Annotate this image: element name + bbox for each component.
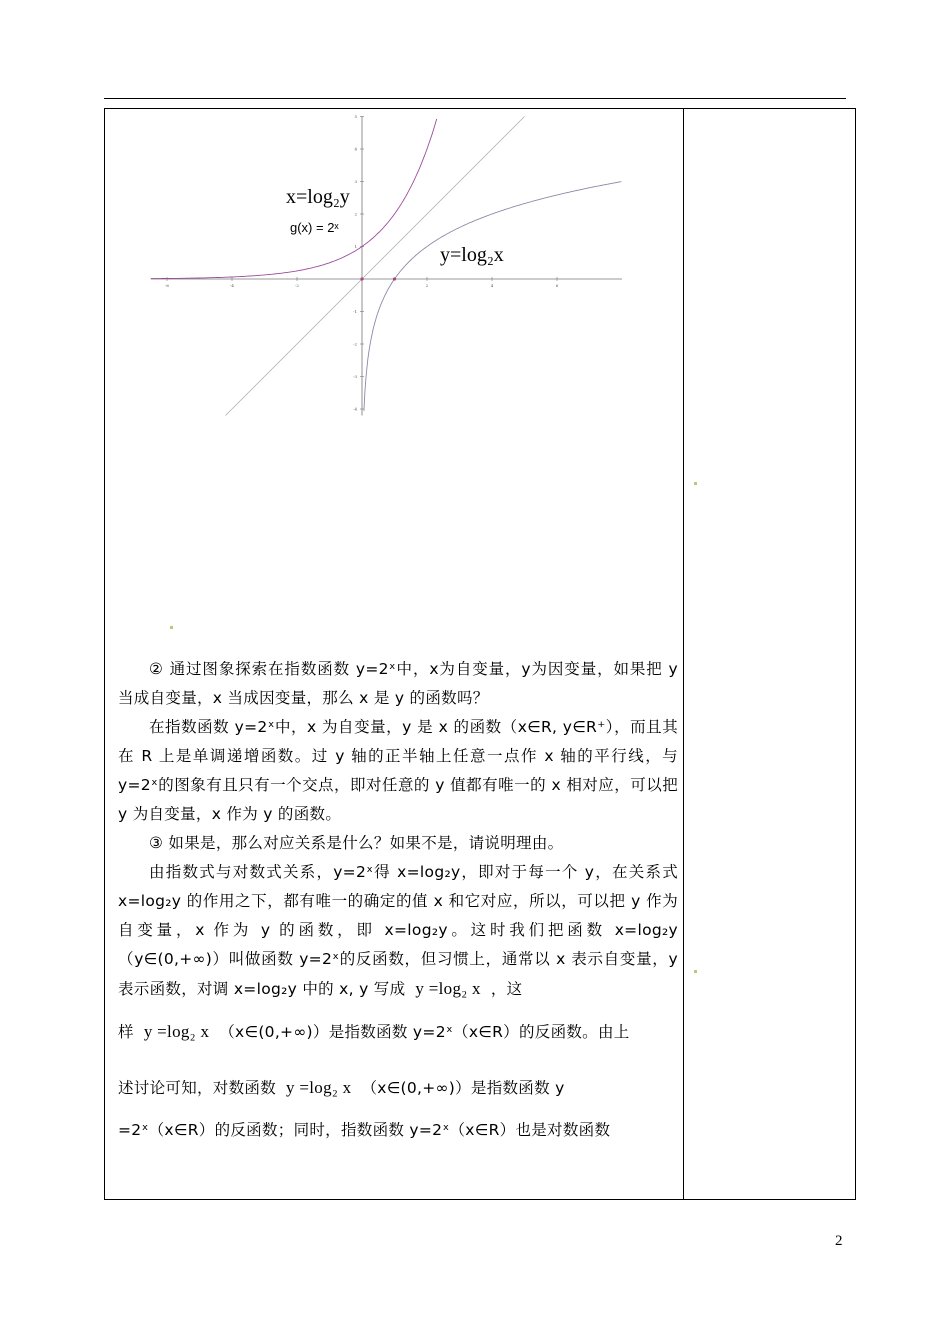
y-tick-label: 2 bbox=[354, 211, 357, 217]
inverse-tail: （x∈(0,+∞)）是指数函数 y=2ˣ（x∈R）的反函数。由上 bbox=[219, 1023, 630, 1041]
formula-log: y =log₂ x bbox=[415, 979, 481, 998]
origin-point bbox=[360, 277, 363, 280]
y-tick-label: 3 bbox=[354, 179, 357, 184]
x-tick-label: 4 bbox=[490, 283, 494, 288]
paragraph-answer-3 bbox=[118, 858, 678, 1004]
y-tick-label: -2 bbox=[353, 341, 357, 347]
y-tick-label: 5 bbox=[354, 114, 357, 119]
paragraph-inverse bbox=[118, 1004, 678, 1060]
table-column-divider bbox=[683, 108, 684, 1200]
conclusion-tail: （x∈(0,+∞)）是指数函数 y bbox=[361, 1079, 565, 1097]
x-tick-label: -2 bbox=[295, 283, 299, 288]
paragraph-final: =2ˣ（x∈R）的反函数；同时，指数函数 y=2ˣ（x∈R）也是对数函数 bbox=[118, 1121, 611, 1139]
stray-mark bbox=[170, 626, 173, 629]
y-tick-label: -1 bbox=[353, 309, 357, 314]
explanation-text bbox=[118, 655, 678, 1145]
y-tick-label: -3 bbox=[353, 374, 357, 379]
y-tick-label: 4 bbox=[354, 146, 357, 152]
formula-log: y =log₂ x bbox=[286, 1078, 352, 1097]
paragraph-answer-2: 在指数函数 y=2ˣ中，x 为自变量，y 是 x 的函数（x∈R, y∈R⁺），而且其在 R 上是单调递增函数。过 y 轴的正半轴上任意一点作 x 轴的平行线，与 y=2ˣ的图象有且只有一个交点，即对任意的 y 值都有唯一的 x 相对应，可以把 y 为自变量，x 作为 y 的函数。 bbox=[118, 718, 678, 823]
x-tick-label: -6 bbox=[165, 283, 169, 288]
stray-mark bbox=[694, 970, 697, 973]
x-tick-label: 2 bbox=[425, 283, 429, 288]
answer-3-text: 由指数式与对数式关系，y=2ˣ得 x=log₂y，即对于每一个 y，在关系式 x=log₂y 的作用之下，都有唯一的确定的值 x 和它对应，所以，可以把 y 作为自变量，x 作为 y 的函数，即 x=log₂y。这时我们把函数 x=log₂y（y∈(0,+∞)）叫做函数 y=2ˣ的反函数，但习惯上，通常以 x 表示自变量，y 表示函数，对调 x=log₂y 中的 x, y 写成 bbox=[118, 863, 678, 998]
formula-log: y =log₂ x bbox=[143, 1022, 210, 1041]
answer-3-tail: ，这 bbox=[490, 980, 523, 998]
label-inverse: x=log₂y bbox=[286, 186, 350, 208]
label-exp: g(x) = 2ˣ bbox=[290, 220, 339, 235]
page-number: 2 bbox=[835, 1233, 843, 1249]
curve-logarithm bbox=[364, 182, 622, 411]
y-tick-label: 1 bbox=[354, 244, 357, 249]
header-rule bbox=[104, 98, 846, 99]
paragraph-question-2: ② 通过图象探索在指数函数 y=2ˣ中，x为自变量，y为因变量，如果把 y 当成自变量，x 当成因变量，那么 x 是 y 的函数吗？ bbox=[118, 660, 678, 707]
function-graph bbox=[140, 110, 630, 420]
inverse-head: 样 bbox=[118, 1023, 134, 1041]
conclusion-head: 述讨论可知，对数函数 bbox=[118, 1079, 277, 1097]
label-log: y=log₂x bbox=[440, 244, 504, 266]
x-tick-label: 6 bbox=[555, 283, 559, 288]
point-1-0 bbox=[393, 277, 396, 280]
y-tick-label: -4 bbox=[353, 406, 357, 412]
paragraph-conclusion bbox=[118, 1060, 678, 1116]
stray-mark bbox=[694, 482, 697, 485]
x-tick-label: -4 bbox=[230, 283, 234, 288]
paragraph-question-3: ③ 如果是，那么对应关系是什么？如果不是，请说明理由。 bbox=[149, 834, 564, 852]
